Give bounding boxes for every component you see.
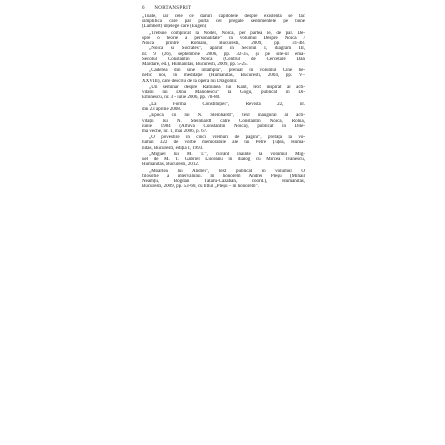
text-line: (Lambert) înțelege care (Eugen) <box>142 24 207 30</box>
text-line: nitas, Bucuresti, ediția I, 1993. <box>142 145 204 151</box>
text-line: „Un seminar despre Ratiunea lui Kant, text inspirat al acti- <box>149 85 305 90</box>
running-head-title: NORTANSPRIT <box>154 6 192 11</box>
body-text <box>142 14 305 442</box>
text-line: „Toate, iar cele ce daruri capitolele despre existentă se fac <box>142 14 305 19</box>
text-line: Noica printre Romani, Bucuresti, 2009, pp. 31-48. <box>142 41 305 47</box>
text-line: uel de M. T. Gabriel Liiceanu în dialog cu Mircea Ivănescu, <box>142 157 305 163</box>
text-line: nefic noi, în meditație (Humanitas, Bucuresti, 2004, pp. V– <box>142 73 305 79</box>
text-line: ma veche, nr. 1, mai 2006, p. 67. <box>142 128 208 134</box>
text-line: „Miguel lui M. T.”, cuvânt înainte la volumul Mig- <box>149 152 305 157</box>
text-line: „Epocă cu lui N. Steinhardt”, text inaugural al acti- <box>149 113 305 119</box>
text-line: „La Forma Constituției”, Revista 22, nr. <box>149 101 305 107</box>
text-line: Bucuresti, 2009, pp. 53-60, cu titlul „Pleșu – în honorem”. <box>142 184 259 190</box>
text-line: simplifica care par purtă cel pregate sentimentele pe bune <box>142 19 305 25</box>
text-line: Mardare, ed.), Humanitas, Bucuresti, 2009, pp. 5-25. <box>142 61 248 67</box>
text-line: Eminescu, nr. 3 - iulie 2006, pp. 78-80. <box>142 95 221 101</box>
text-line: Neamțu, Bogdan Tătaru-Cazaban, coord.), Humanitas, <box>142 179 305 185</box>
text-line: din 23 aprilie 2008. <box>142 106 182 112</box>
text-line: „Moartea lui Andrei”, text publicat în volumul O <box>149 168 305 174</box>
text-line: „Trebuie complicat la Nodel, Noica, per partea le, de pal. De- <box>149 30 305 36</box>
text-line: vității lui N. Steinhardt către Constantin Noica, Rohia, <box>142 118 305 124</box>
text-line: filosofie a intervalului. În honorem Andrei Pleșu (Mihail <box>142 173 305 179</box>
running-header <box>142 4 302 14</box>
text-line: Humanitas, Bucuresti, 2012. <box>142 162 200 168</box>
text-line: „O povestire în cinci vremuri de pagini”, prefață la vo- <box>149 135 305 141</box>
text-line: iunie 1984 (Arhiva Constantin Noica), publicat în Dile- <box>142 123 305 129</box>
text-line: XXVIII), care descriu de la opera lui Dragomir. <box>142 78 238 84</box>
text-line: vitătii lui Dinu Manolescu” la Gogu, publicat în Di- <box>142 90 305 96</box>
text-line: lumul 322 de vorbe memorabile ale lui Petre Țuțea, Huma- <box>142 140 305 146</box>
text-line: Secolul Constantin Noica (Centrul de Cercetare Dan <box>142 56 305 62</box>
text-line: nr. 9 (26), septembrie 2006, pp. 32-35, și pe site-ul ema- <box>142 51 305 57</box>
text-line: „Căderea din sine întâmplă”, preluat în volumul Cine be- <box>149 68 305 74</box>
text-line: spre o teorie a personalitate” în volumul Despre Noica / <box>142 35 305 41</box>
text-line: „Noica si Socrates”, aparut in Secolul I, diagram III, <box>149 46 305 52</box>
page-number: 6 <box>142 6 145 11</box>
